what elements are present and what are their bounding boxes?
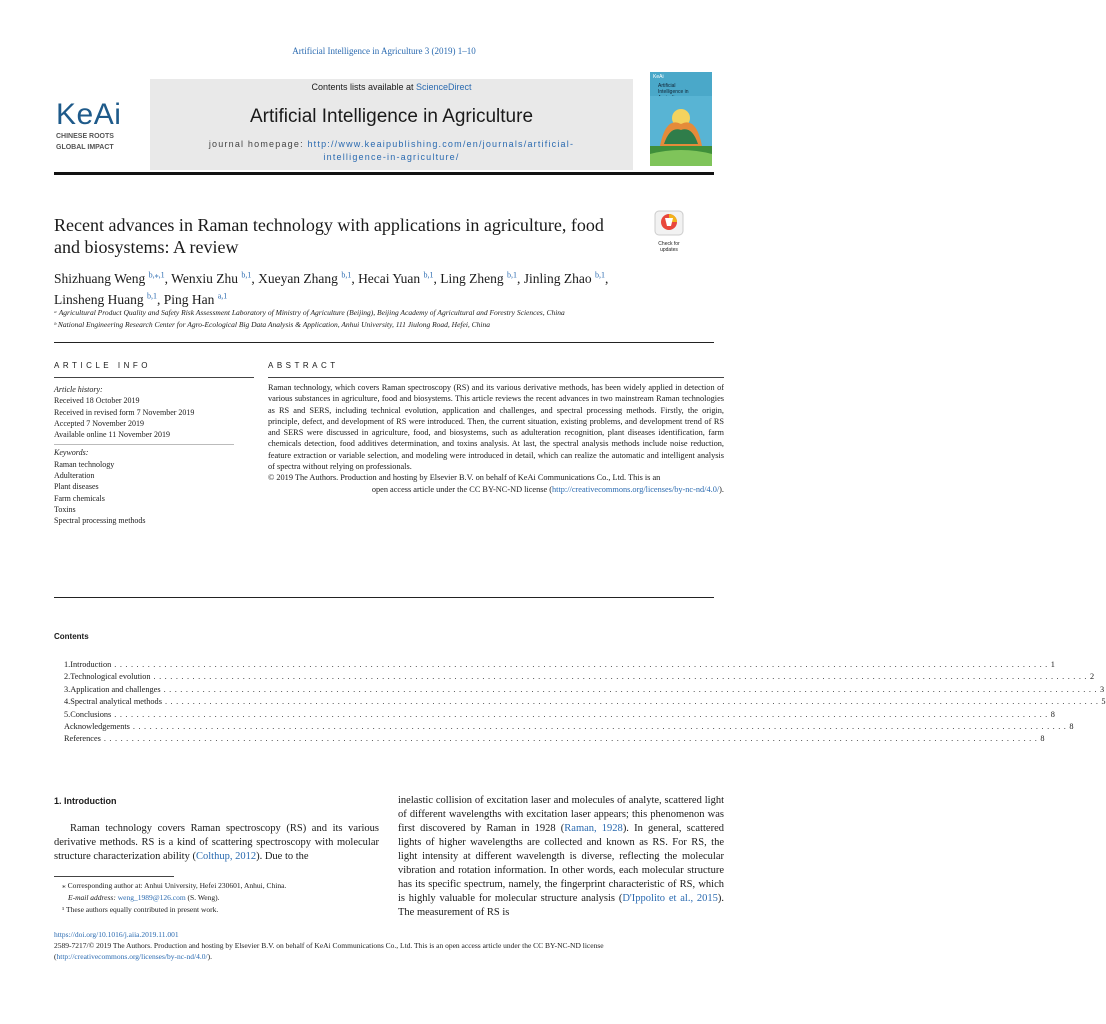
footnote-equal: ¹ These authors equally contributed in present work. [62, 905, 219, 914]
toc-leader: ........................................................................................................................................................................ [103, 734, 1041, 744]
history-received: Received 18 October 2019 [54, 396, 140, 406]
email-label: E-mail address: [68, 893, 118, 902]
body-column-1 [54, 794, 379, 864]
journal-homepage [150, 138, 633, 164]
check-for-updates-badge[interactable] [651, 210, 687, 253]
sciencedirect-link[interactable]: ScienceDirect [416, 82, 472, 92]
homepage-prefix: journal homepage: [208, 139, 308, 149]
logo-tagline-1: CHINESE ROOTS [56, 133, 114, 140]
toc-item[interactable] [64, 709, 1055, 721]
affiliation-rule [54, 342, 714, 343]
header-rule [54, 172, 714, 175]
logo-wordmark: KeAi [56, 98, 122, 131]
toc-leader: ........................................................................................................................................................................ [132, 722, 1070, 732]
abstract-heading: ABSTRACT [268, 361, 339, 370]
keyword: Toxins [54, 504, 76, 514]
history-online: Available online 11 November 2019 [54, 430, 170, 440]
author: Ping Han $^{a,1}$ [163, 291, 228, 307]
keyword: Plant diseases [54, 482, 99, 492]
logo-tagline-2: GLOBAL IMPACT [56, 144, 114, 151]
intro-text-4: ). In general, scattered lights of higher wavelengths are collected and known as RS. For RS, the light intensity at different wavelength is diverse, reflecting the molecular vibration and rotation information. In other words, each molecular structure has its specific spectrum, namely, the fingerprint characteristic of RS, which is highly valuable for molecular structure analysis ( [398, 823, 724, 904]
footer-license-link[interactable]: http://creativecommons.org/licenses/by-nc-nd/4.0/ [56, 952, 208, 961]
intro-text-5: ). The measurement of RS is [398, 893, 724, 918]
keywords-divider [54, 444, 234, 445]
author-affil-link[interactable]: b,1 [341, 270, 352, 279]
article-title: Recent advances in Raman technology with applications in agriculture, food and biosystems: A review [54, 215, 604, 257]
affiliation-b: ᵇ National Engineering Research Center for Agro-Ecological Big Data Analysis & Application, Anhui University, 111 Jiulong Road, Hefei, China [54, 320, 490, 329]
license-line [54, 951, 730, 962]
author: Ling Zheng $^{b,1}$, [440, 270, 524, 286]
toc-item[interactable] [64, 671, 1095, 683]
email-suffix: (S. Weng). [185, 893, 220, 902]
doi-link[interactable]: https://doi.org/10.1016/j.aiia.2019.11.001 [54, 930, 179, 939]
toc-number: 5. [64, 709, 71, 719]
toc-leader: ........................................................................................................................................................................ [153, 672, 1090, 682]
toc-page: 2 [1090, 672, 1095, 682]
cover-illustration [650, 96, 712, 166]
toc-label: Acknowledgements [64, 722, 130, 732]
available-prefix: Contents lists available at [311, 82, 417, 92]
toc-leader: ........................................................................................................................................................................ [163, 684, 1101, 694]
author: Linsheng Huang $^{b,1}$, [54, 291, 164, 307]
article-info-heading: ARTICLE INFO [54, 361, 151, 370]
toc-item[interactable] [64, 696, 1106, 708]
running-header[interactable]: Artificial Intelligence in Agriculture 3 (2019) 1–10 [292, 46, 476, 56]
abstract-body [268, 382, 724, 495]
toc-item[interactable] [64, 659, 1055, 671]
copyright-text-2: open access article under the CC BY-NC-ND license ( [371, 484, 553, 494]
history-revised: Received in revised form 7 November 2019 [54, 407, 195, 417]
bottom-matter [54, 929, 730, 962]
copyright-text-3: ). [719, 484, 724, 494]
abstract-license-line [268, 484, 724, 495]
toc-label: Introduction [70, 660, 112, 669]
badge-line-1: Check for [658, 241, 680, 247]
author-affil-link[interactable]: a,1 [217, 291, 228, 301]
toc-page: 8 [1069, 722, 1074, 732]
abstract-rule [268, 377, 724, 378]
history-accepted: Accepted 7 November 2019 [54, 418, 144, 428]
section-heading: 1. Introduction [54, 796, 117, 806]
author: Shizhuang Weng $^{b,⁎,1}$, [54, 270, 172, 286]
intro-paragraph-1 [54, 822, 379, 864]
info-rule [54, 377, 254, 378]
contents-heading: Contents [54, 632, 89, 641]
homepage-link-2[interactable]: intelligence-in-agriculture/ [323, 152, 460, 162]
toc-item[interactable] [64, 684, 1105, 696]
toc-label: References [64, 734, 101, 744]
abstract-end-rule [54, 597, 714, 598]
author-affil-link[interactable]: b,1 [507, 270, 518, 279]
journal-title: Artificial Intelligence in Agriculture [249, 106, 534, 127]
table-of-contents [64, 659, 1106, 746]
article-info [54, 384, 254, 527]
author: Xueyan Zhang $^{b,1}$, [258, 270, 359, 286]
author-affil-link[interactable]: b,⁎,1 [148, 270, 165, 279]
license-open: ( [54, 952, 57, 961]
badge-line-2: updates [660, 247, 678, 253]
contents-available [150, 82, 633, 92]
author-affil-link[interactable]: b,1 [423, 270, 434, 279]
license-close: ). [207, 952, 212, 961]
citation-link[interactable]: Raman, 1928 [564, 823, 623, 834]
history-label: Article history: [54, 385, 103, 394]
author: Wenxiu Zhu $^{b,1}$, [171, 270, 259, 286]
footnote-corresponding: ⁎ Corresponding author at: Anhui University, Hefei 230601, Anhui, China. [62, 881, 287, 890]
keyword: Raman technology [54, 459, 115, 469]
body-column-2 [398, 794, 724, 920]
footnote-email [54, 892, 379, 904]
keyword: Farm chemicals [54, 493, 105, 503]
intro-text-1: Raman technology covers Raman spectroscopy (RS) and its various derivative methods. RS is a kind of scattering spectroscopy with molecular structure characterization ability ( [54, 823, 379, 862]
journal-cover[interactable] [650, 72, 712, 166]
toc-leader: ........................................................................................................................................................................ [114, 709, 1051, 719]
author-affil-link[interactable]: b,1 [146, 291, 157, 301]
author-affil-link[interactable]: b,1 [241, 270, 252, 279]
abstract-text: Raman technology, which covers Raman spectroscopy (RS) and its various derivative methods, has been widely applied in detection of various substances in agriculture, food and biosystems. This article reviews the recent advances in two mainstream Raman technologies as RS and SERS, including technical evolution, application and challenges, and spectral processing methods. Firstly, the origin, principle, defect, and development of RS were introduced. Then, the current situation, existing problems, and development trend of RS and SERS were discussed in agriculture, food, and biosystems, such as adulteration recognition, plant diseases identification, farm chemicals detection, food additives determination, and toxins analysis. At last, the spectral analysis methods include noise reduction, feature extraction or variable selection, and modeling were introduced in detail, which can realize the automatic and intelligent analysis of spectra without relying on professionals. [268, 383, 724, 472]
author-affil-link[interactable]: b,1 [595, 270, 606, 279]
keai-logo [56, 100, 146, 152]
cover-title: Artificial Intelligence in [658, 83, 689, 95]
author: Jinling Zhao $^{b,1}$, [523, 270, 609, 286]
author: Hecai Yuan $^{b,1}$, [358, 270, 441, 286]
toc-number: 4. [64, 697, 71, 707]
toc-page: 1 [1050, 660, 1055, 669]
footnotes [54, 880, 379, 916]
keyword: Spectral processing methods [54, 516, 146, 526]
toc-page: 8 [1050, 709, 1055, 719]
toc-leader: ........................................................................................................................................................................ [164, 697, 1102, 707]
toc-page: 5 [1101, 697, 1106, 707]
toc-number: 3. [64, 684, 71, 694]
homepage-link-1[interactable]: http://www.keaipublishing.com/en/journals/artificial- [307, 139, 575, 149]
citation-link[interactable]: D'Ippolito et al., 2015 [622, 893, 718, 904]
toc-number: 2. [64, 672, 71, 682]
toc-leader: ........................................................................................................................................................................ [114, 660, 1051, 669]
toc-label: Technological evolution [70, 672, 151, 682]
affiliations [54, 307, 714, 331]
intro-text-3: inelastic collision of excitation laser and molecules of analyte, scattered light of different wavelengths with excitation laser appears; this phenomenon was first discovered by Raman in 1928 ( [398, 795, 724, 834]
abstract-license-link[interactable]: http://creativecommons.org/licenses/by-nc-nd/4.0/ [552, 484, 720, 494]
author-list [54, 266, 714, 309]
toc-label: Spectral analytical methods [70, 697, 162, 707]
keyword: Adulteration [54, 471, 95, 481]
toc-label: Conclusions [70, 709, 112, 719]
crossmark-icon [654, 210, 684, 236]
affiliation-a: ᵃ Agricultural Product Quality and Safety Risk Assessment Laboratory of Ministry of Agriculture (Beijing), Beijing Academy of Agricultural and Forestry Sciences, China [54, 308, 565, 317]
citation-link[interactable]: Colthup, 2012 [195, 851, 257, 862]
abstract-copyright [268, 472, 724, 483]
footnote-rule [54, 876, 174, 877]
copyright-text-1: © 2019 The Authors. Production and hosting by Elsevier B.V. on behalf of KeAi Communications Co., Ltd. This is an [268, 473, 661, 483]
toc-page: 3 [1100, 684, 1105, 694]
cover-brand: KeAi [653, 74, 664, 80]
toc-item[interactable] [64, 721, 1074, 733]
keywords-label: Keywords: [54, 448, 89, 458]
toc-label: Application and challenges [70, 684, 161, 694]
toc-page: 8 [1040, 734, 1045, 744]
email-link[interactable]: weng_1989@126.com [117, 893, 186, 902]
intro-text-2: ). Due to the [256, 851, 309, 862]
issn-line: 2589-7217/© 2019 The Authors. Production and hosting by Elsevier B.V. on behalf of KeAi Communications Co., Ltd. This is an open access article under the CC BY-NC-ND license [54, 941, 604, 950]
toc-number: 1. [64, 660, 71, 669]
toc-item[interactable] [64, 733, 1045, 745]
